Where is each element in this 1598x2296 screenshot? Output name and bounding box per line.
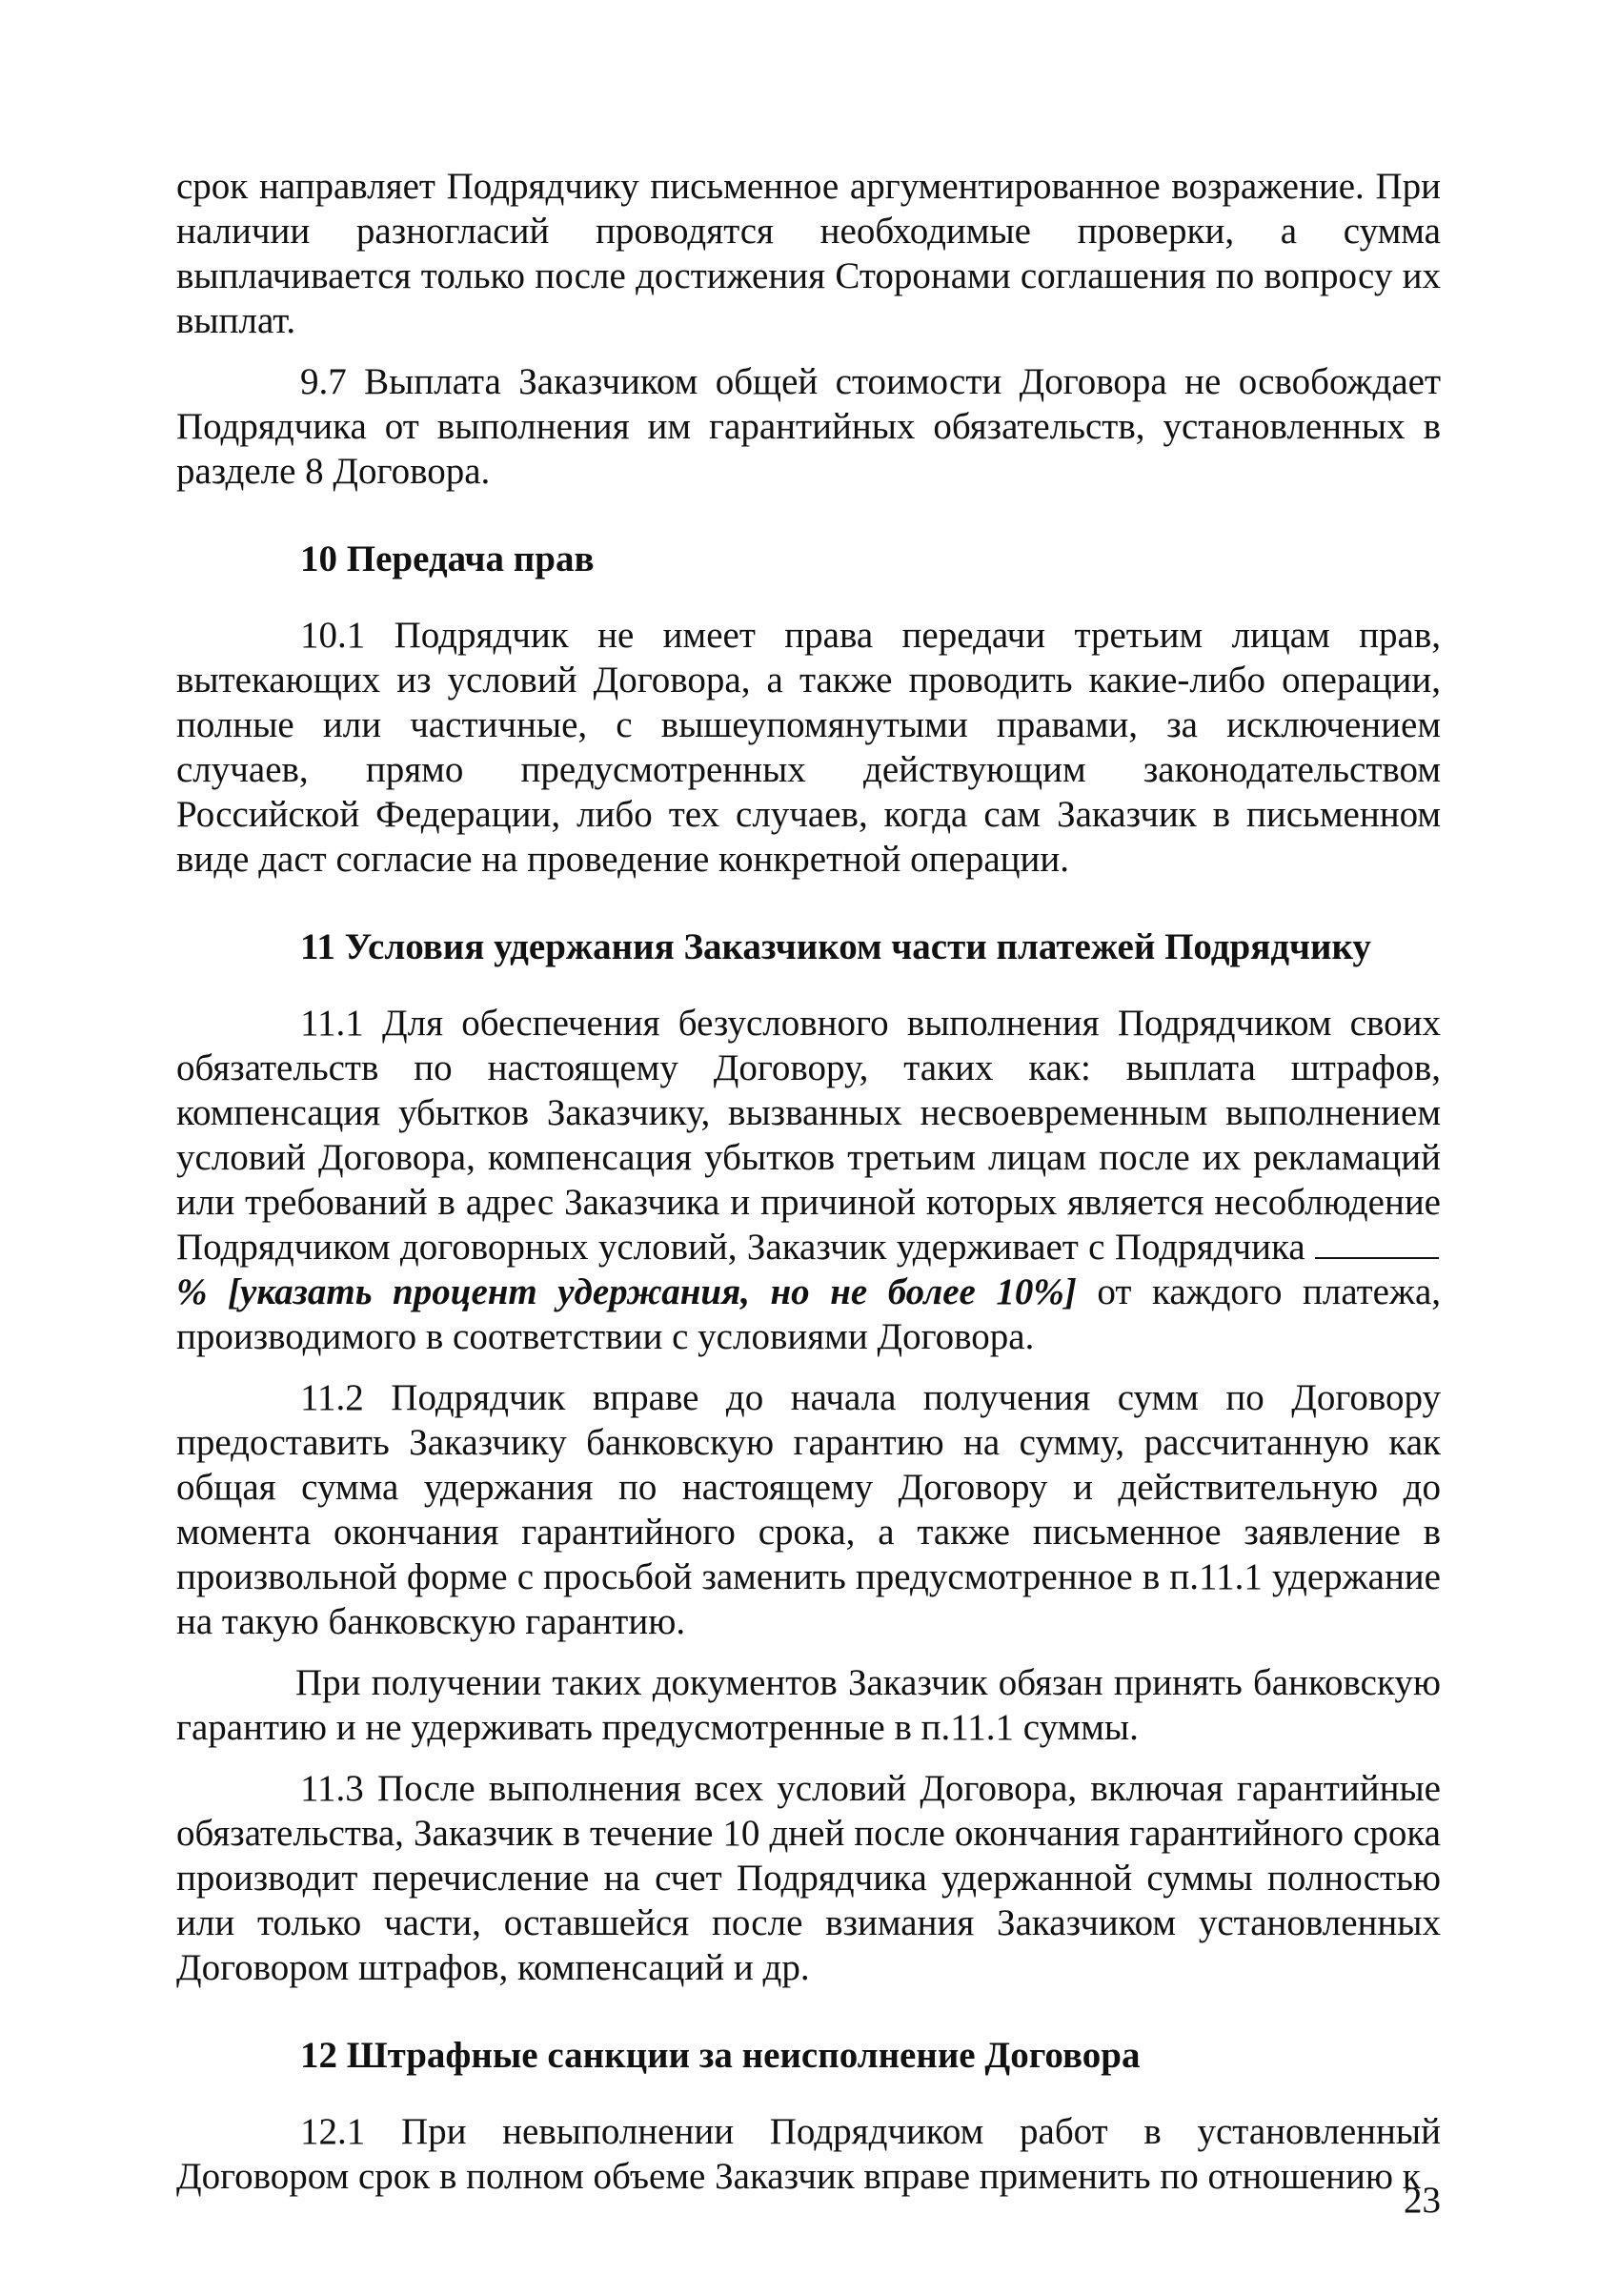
paragraph-11-1-tail: от каждого платежа, производимого в соответствии с условиями Договора. <box>176 1271 1441 1357</box>
percent-sign: % <box>176 1271 229 1312</box>
page-number: 23 <box>1404 2180 1441 2221</box>
section-spacer <box>176 2006 1441 2033</box>
paragraph-12-1: 12.1 При невыполнении Подрядчиком работ в установленный Договором срок в полном объеме Заказчик вправе применить по отношению к <box>176 2111 1441 2197</box>
section-spacer <box>176 898 1441 924</box>
percent-instruction: [указать процент удержания, но не более 10%] <box>228 1271 1077 1312</box>
paragraph-10-1: 10.1 Подрядчик не имеет права передачи третьим лицам прав, вытекающих из условий Договора, а также проводить какие-либо операции, полные или частичные, с вышеупомянутыми правами, за исключением случаев, прямо предусмотренных действующим законодательством Российской Федерации, либо тех случаев, когда сам Заказчик в письменном виде даст согласие на проведение конкретной операции. <box>176 615 1441 880</box>
paragraph-9-6-continuation: срок направляет Подрядчику письменное аргументированное возражение. При наличии разногласий проводятся необходимые проверки, а сумма выплачивается только после достижения Сторонами соглашения по вопросу их выплат. <box>176 166 1441 341</box>
paragraph-11-1-text: 11.1 Для обеспечения безусловного выполнения Подрядчиком своих обязательств по настоящему Договору, таких как: выплата штрафов, компенсация убытков Заказчику, вызванных несвоевременным выполнением условий Договора, компенсация убытков третьим лицам после их рекламаций или требований в адрес Заказчика и причиной которых является несоблюдение Подрядчиком договорных условий, Заказчик удерживает с Подрядчика <box>176 1003 1441 1268</box>
paragraph-11-3: 11.3 После выполнения всех условий Договора, включая гарантийные обязательства, Заказчик в течение 10 дней после окончания гарантийного срока производит перечисление на счет Подрядчика удержанной суммы полностью или только части, оставшейся после взимания Заказчиком установленных Договором штрафов, компенсаций и др. <box>176 1768 1441 1988</box>
section-12-heading: 12 Штрафные санкции за неисполнение Договора <box>300 2035 1141 2076</box>
section-11-heading: 11 Условия удержания Заказчиком части платежей Подрядчику <box>300 926 1371 967</box>
paragraph-11-1 <box>176 1001 1441 1359</box>
percent-blank-line <box>1315 1230 1439 1259</box>
section-spacer <box>176 510 1441 537</box>
section-10-heading: 10 Передача прав <box>300 538 595 579</box>
document-page <box>176 164 1441 2215</box>
paragraph-11-2-note: При получении таких документов Заказчик обязан принять банковскую гарантию и не удерживать предусмотренные в п.11.1 суммы. <box>176 1662 1441 1748</box>
paragraph-9-7: 9.7 Выплата Заказчиком общей стоимости Договора не освобождает Подрядчика от выполнения им гарантийных обязательств, установленных в разделе 8 Договора. <box>176 361 1441 492</box>
paragraph-11-2: 11.2 Подрядчик вправе до начала получения сумм по Договору предоставить Заказчику банковскую гарантию на сумму, рассчитанную как общая сумма удержания по настоящему Договору и действительную до момента окончания гарантийного срока, а также письменное заявление в произвольной форме с просьбой заменить предусмотренное в п.11.1 удержание на такую банковскую гарантию. <box>176 1377 1441 1642</box>
